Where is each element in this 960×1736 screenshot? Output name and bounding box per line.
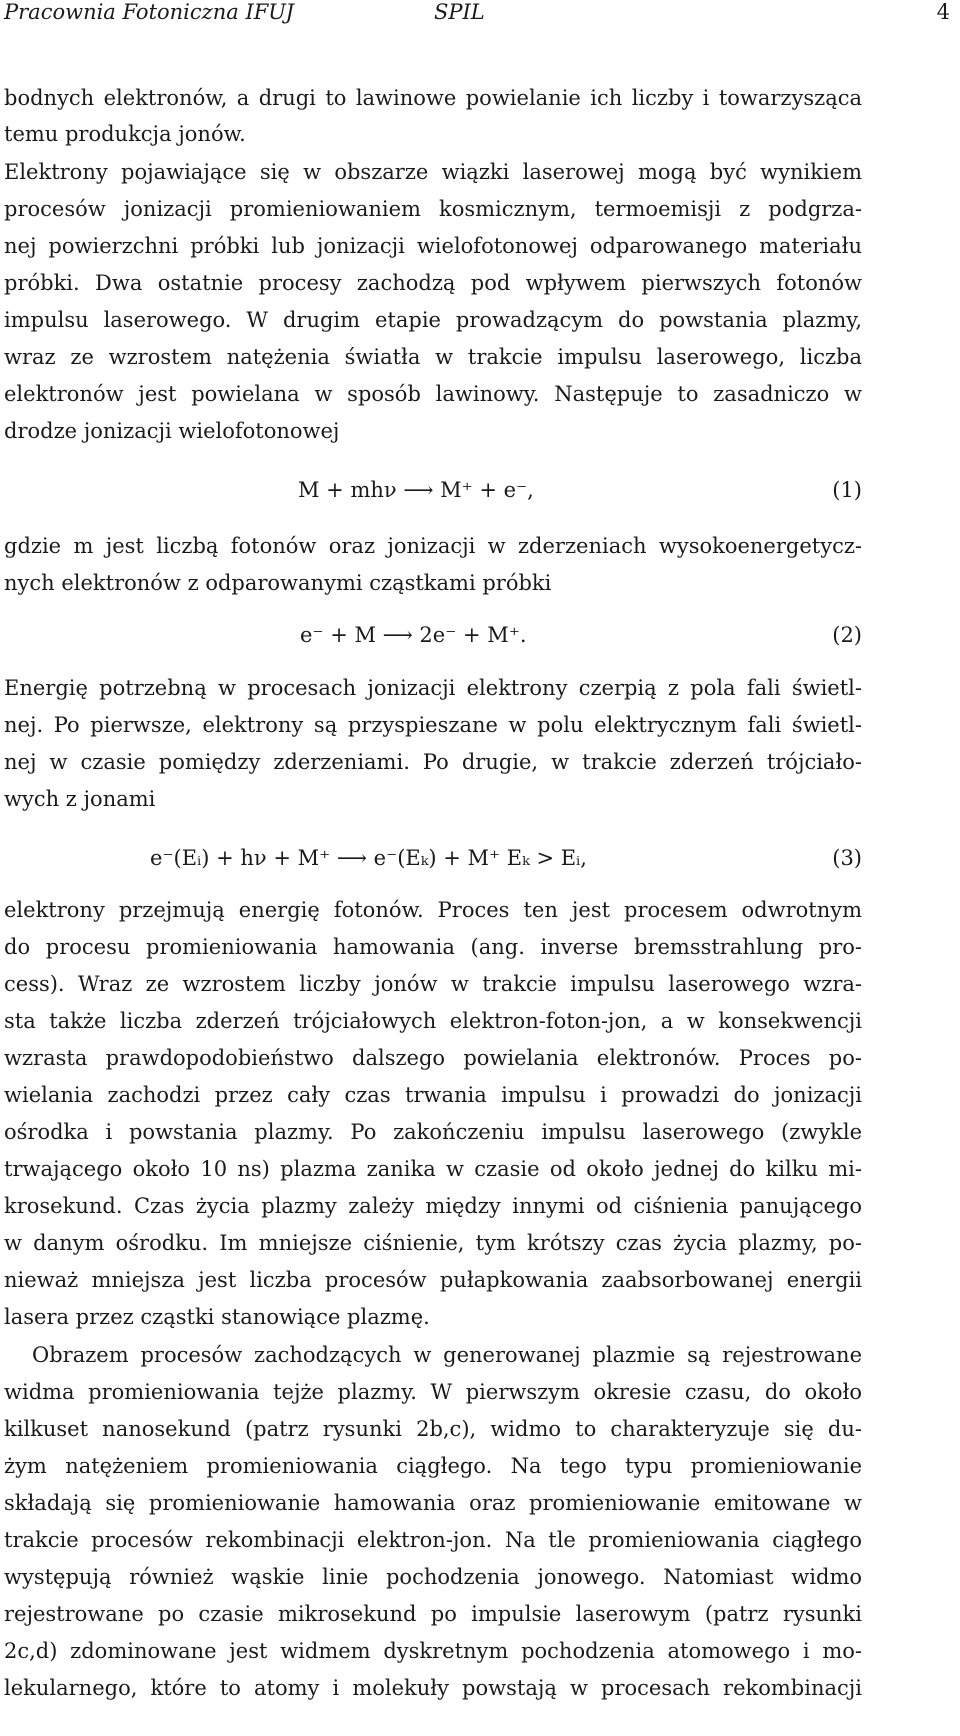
text-line: nej. Po pierwsze, elektrony są przyspieszane w polu elektrycznym fali świetl- bbox=[4, 713, 862, 737]
text-line: lekularnego, które to atomy i molekuły powstają w procesach rekombinacji bbox=[4, 1676, 862, 1700]
text-line: żym natężeniem promieniowania ciągłego. Na tego typu promieniowanie bbox=[4, 1454, 862, 1478]
text-line: trwającego około 10 ns) plazma zanika w czasie od około jednej do kilku mi- bbox=[4, 1157, 862, 1181]
text-line: widma promieniowania tejże plazmy. W pierwszym okresie czasu, do około bbox=[4, 1380, 862, 1404]
equation-expression: e⁻ + M ⟶ 2e⁻ + M⁺. bbox=[300, 623, 527, 647]
text-line: cess). Wraz ze wzrostem liczby jonów w trakcie impulsu laserowego wzra- bbox=[4, 972, 862, 996]
text-line: drodze jonizacji wielofotonowej bbox=[4, 419, 340, 443]
text-line: nych elektronów z odparowanymi cząstkami próbki bbox=[4, 571, 552, 595]
equation-1 bbox=[0, 470, 960, 510]
text-line: trakcie procesów rekombinacji elektron-jon. Na tle promieniowania ciągłego bbox=[4, 1528, 862, 1552]
equation-number: (2) bbox=[832, 623, 862, 647]
text-line: nej powierzchni próbki lub jonizacji wielofotonowej odparowanego materiału bbox=[4, 234, 862, 258]
text-line: lasera przez cząstki stanowiące plazmę. bbox=[4, 1305, 430, 1329]
text-line: procesów jonizacji promieniowaniem kosmicznym, termoemisji z podgrza- bbox=[4, 197, 862, 221]
text-line: Energię potrzebną w procesach jonizacji elektrony czerpią z pola fali świetl- bbox=[4, 676, 862, 700]
text-line: 2c,d) zdominowane jest widmem dyskretnym pochodzenia atomowego i mo- bbox=[4, 1639, 862, 1663]
text-line: gdzie m jest liczbą fotonów oraz jonizacji w zderzeniach wysokoenergetycz- bbox=[4, 534, 862, 558]
text-line: kilkuset nanosekund (patrz rysunki 2b,c), widmo to charakteryzuje się du- bbox=[4, 1417, 862, 1441]
text-line: nej w czasie pomiędzy zderzeniami. Po drugie, w trakcie zderzeń trójciało- bbox=[4, 750, 862, 774]
text-line: Elektrony pojawiające się w obszarze wiązki laserowej mogą być wynikiem bbox=[4, 160, 862, 184]
text-line: temu produkcja jonów. bbox=[4, 122, 246, 146]
text-line: próbki. Dwa ostatnie procesy zachodzą pod wpływem pierwszych fotonów bbox=[4, 271, 862, 295]
text-line: elektronów jest powielana w sposób lawinowy. Następuje to zasadniczo w bbox=[4, 382, 862, 406]
text-line: bodnych elektronów, a drugi to lawinowe powielanie ich liczby i towarzysząca bbox=[4, 86, 862, 110]
text-line: rejestrowane po czasie mikrosekund po impulsie laserowym (patrz rysunki bbox=[4, 1602, 862, 1626]
text-line: Obrazem procesów zachodzących w generowanej plazmie są rejestrowane bbox=[32, 1343, 862, 1367]
text-line: składają się promieniowanie hamowania oraz promieniowanie emitowane w bbox=[4, 1491, 862, 1515]
equation-expression: e⁻(Eᵢ) + hν + M⁺ ⟶ e⁻(Eₖ) + M⁺ Eₖ > Eᵢ, bbox=[150, 846, 587, 870]
text-line: wielania zachodzi przez cały czas trwania impulsu i prowadzi do jonizacji bbox=[4, 1083, 862, 1107]
text-line: wzrasta prawdopodobieństwo dalszego powielania elektronów. Proces po- bbox=[4, 1046, 862, 1070]
text-line: wraz ze wzrostem natężenia światła w trakcie impulsu laserowego, liczba bbox=[4, 345, 862, 369]
equation-3 bbox=[0, 838, 960, 878]
page-number: 4 bbox=[936, 0, 950, 24]
equation-expression: M + mhν ⟶ M⁺ + e⁻, bbox=[298, 478, 534, 502]
header-center-title: SPIL bbox=[434, 0, 485, 24]
text-line: do procesu promieniowania hamowania (ang. inverse bremsstrahlung pro- bbox=[4, 935, 862, 959]
text-line: w danym ośrodku. Im mniejsze ciśnienie, tym krótszy czas życia plazmy, po- bbox=[4, 1231, 862, 1255]
text-line: krosekund. Czas życia plazmy zależy między innymi od ciśnienia panującego bbox=[4, 1194, 862, 1218]
text-line: występują również wąskie linie pochodzenia jonowego. Natomiast widmo bbox=[4, 1565, 862, 1589]
equation-number: (1) bbox=[832, 478, 862, 502]
header-left-title: Pracownia Fotoniczna IFUJ bbox=[4, 0, 294, 24]
equation-2 bbox=[0, 615, 960, 655]
text-line: ośrodka i powstania plazmy. Po zakończeniu impulsu laserowego (zwykle bbox=[4, 1120, 862, 1144]
page-header bbox=[4, 0, 950, 30]
text-line: wych z jonami bbox=[4, 787, 156, 811]
text-line: sta także liczba zderzeń trójciałowych elektron-foton-jon, a w konsekwencji bbox=[4, 1009, 862, 1033]
text-line: impulsu laserowego. W drugim etapie prowadzącym do powstania plazmy, bbox=[4, 308, 862, 332]
text-line: nieważ mniejsza jest liczba procesów pułapkowania zaabsorbowanej energii bbox=[4, 1268, 862, 1292]
text-line: elektrony przejmują energię fotonów. Proces ten jest procesem odwrotnym bbox=[4, 898, 862, 922]
equation-number: (3) bbox=[832, 846, 862, 870]
